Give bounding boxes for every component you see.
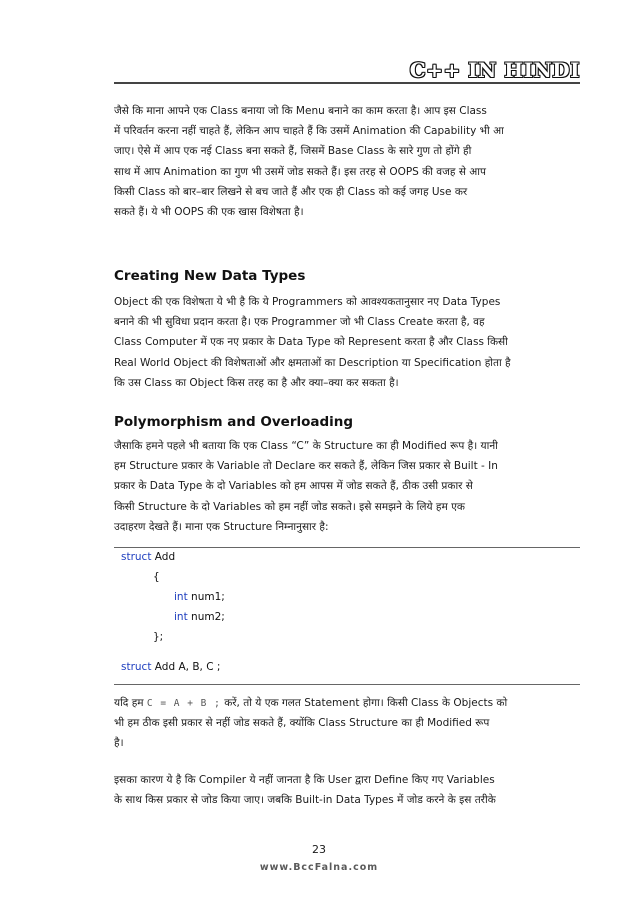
section-heading-polymorphism: Polymorphism and Overloading bbox=[114, 414, 354, 430]
last-paragraph: इसका कारण ये है कि Compiler ये नहीं जानता है कि User द्वारा Define किए गए Variables के साथ किस प्रकार से जोड किया जाए। जबकि Built-in Data Types में जोड करने के इस तरीके bbox=[114, 774, 496, 807]
code-example bbox=[114, 547, 580, 685]
header-rule bbox=[114, 82, 580, 84]
code-line-1: struct Add bbox=[121, 551, 176, 563]
expression: C = A + B ; bbox=[146, 698, 221, 709]
after-code-paragraph: भी हम ठीक इसी प्रकार से नहीं जोड सकते हैं, क्योंकि Class Structure का ही Modified रूप है। bbox=[114, 717, 490, 750]
after-code-line-1: यदि हम C = A + B ; करें, तो ये एक गलत Statement होगा। किसी Class के Objects को bbox=[114, 697, 508, 709]
intro-paragraph: जैसे कि माना आपने एक Class बनाया जो कि Menu बनाने का काम करता है। आप इस Class में परिवर्तन करना नहीं चाहते हैं, लेकिन आप चाहते हैं कि उसमें Animation की Capability भी आ जाए। ऐसे में आप एक नई Class बना सकते हैं, जिसमें Base Class के सारे गुण तो होंगे ही साथ में आप Animation का गुण भी उसमें जोड सकते हैं। इस तरह से OOPS की वजह से आप किसी Class को बार–बार लिखने से बच जाते हैं और एक ही Class को कई जगह Use कर सकते हैं। ये भी OOPS की एक खास विशेषता है। bbox=[114, 105, 504, 219]
footer-website: www.BccFalna.com bbox=[259, 862, 379, 873]
code-line-4: int num2; bbox=[174, 611, 225, 623]
code-line-5: }; bbox=[153, 631, 164, 643]
header-title: C++ IN HINDI bbox=[409, 58, 580, 82]
code-line-6: struct Add A, B, C ; bbox=[121, 661, 221, 673]
data-types-paragraph: Object की एक विशेषता ये भी है कि ये Programmers को आवश्यकतानुसार नए Data Types बनाने की भी सुविधा प्रदान करता है। एक Programmer जो भी Class Create करता है, वह Class Computer में एक नए प्रकार के Data Type को Represent करता है और Class किसी Real World Object की विशेषताओं और क्षमताओं का Description या Specification होता है कि उस Class का Object किस तरह का है और क्या–क्या कर सकता है। bbox=[114, 296, 511, 389]
section-heading-data-types: Creating New Data Types bbox=[114, 268, 306, 284]
polymorphism-paragraph: जैसाकि हमने पहले भी बताया कि एक Class “C” के Structure का ही Modified रूप है। यानी हम Structure प्रकार के Variable तो Declare कर सकते हैं, लेकिन जिस प्रकार से Built - In प्रकार के Data Type के दो Variables को हम आपस में जोड सकते हैं, ठीक उसी प्रकार से किसी Structure के दो Variables को हम नहीं जोड सकते। इसे समझने के लिये हम एक उदाहरण देखते हैं। माना एक Structure निम्नानुसार है: bbox=[114, 440, 498, 533]
page-number: 23 bbox=[312, 843, 326, 856]
code-line-2: { bbox=[153, 571, 160, 583]
code-line-3: int num1; bbox=[174, 591, 225, 603]
